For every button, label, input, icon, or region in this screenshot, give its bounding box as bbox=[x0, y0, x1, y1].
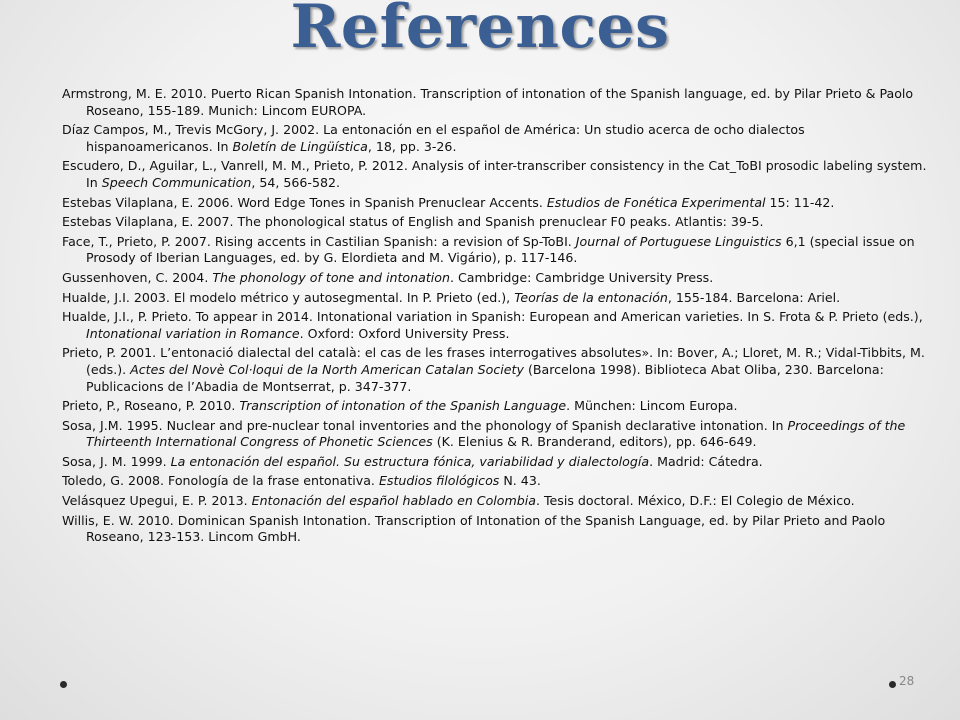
reference-text: Toledo, G. 2008. Fonología de la frase entonativa. bbox=[62, 473, 379, 489]
reference-source-title: Estudios de Fonética Experimental bbox=[546, 194, 766, 210]
reference-text: Velásquez Upegui, E. P. 2013. bbox=[62, 493, 252, 509]
reference-text-tail: . Madrid: Cátedra. bbox=[649, 453, 763, 469]
reference-source-title: Actes del Novè Col·loqui de la North American Catalan Society bbox=[130, 361, 524, 377]
reference-text: Face, T., Prieto, P. 2007. Rising accents in Castilian Spanish: a revision of Sp-ToBI. bbox=[62, 233, 576, 249]
reference-item bbox=[62, 86, 932, 119]
reference-text-tail: . Tesis doctoral. México, D.F.: El Colegio de México. bbox=[535, 493, 855, 509]
reference-item bbox=[62, 158, 932, 191]
reference-source-title: Intonational variation in Romance bbox=[86, 325, 300, 341]
reference-text-tail: . Oxford: Oxford University Press. bbox=[299, 325, 510, 341]
reference-text-tail: 6,1 (special issue on Prosody of Iberian Languages, ed. by G. Elordieta and M. Vigário), p. 117-146. bbox=[86, 233, 915, 266]
reference-text-tail: , 155-184. Barcelona: Ariel. bbox=[667, 289, 841, 305]
reference-text: Sosa, J.M. 1995. Nuclear and pre-nuclear tonal inventories and the phonology of Spanish declarative intonation. In bbox=[62, 417, 788, 433]
reference-list bbox=[62, 86, 932, 549]
reference-item bbox=[62, 398, 932, 415]
reference-source-title: Proceedings of the Thirteenth International Congress of Phonetic Sciences bbox=[86, 417, 906, 450]
reference-text-tail: 15: 11-42. bbox=[765, 194, 835, 210]
reference-item bbox=[62, 454, 932, 471]
reference-item bbox=[62, 345, 932, 395]
footer-dot-right bbox=[889, 681, 896, 688]
reference-source-title: Entonación del español hablado en Colombia bbox=[251, 493, 536, 509]
reference-text: Sosa, J. M. 1999. bbox=[62, 453, 171, 469]
reference-text: Estebas Vilaplana, E. 2007. The phonological status of English and Spanish prenuclear F0 peaks. Atlantis: 39-5. bbox=[62, 214, 764, 230]
reference-item bbox=[62, 122, 932, 155]
reference-text: Estebas Vilaplana, E. 2006. Word Edge Tones in Spanish Prenuclear Accents. bbox=[62, 194, 547, 210]
reference-item bbox=[62, 290, 932, 307]
reference-source-title: Estudios filológicos bbox=[378, 473, 500, 489]
reference-text: Willis, E. W. 2010. Dominican Spanish Intonation. Transcription of Intonation of the Spanish Language, ed. by Pilar Prieto and Paolo Roseano, 123-153. Lincom GmbH. bbox=[62, 512, 886, 545]
reference-text-tail: , 54, 566-582. bbox=[251, 174, 341, 190]
reference-text: Escudero, D., Aguilar, L., Vanrell, M. M., Prieto, P. 2012. Analysis of inter-transcriber consistency in the Cat_ToBI prosodic labeling system. In bbox=[62, 158, 927, 190]
reference-source-title: The phonology of tone and intonation bbox=[212, 269, 450, 285]
reference-source-title: Teorías de la entonación bbox=[514, 289, 668, 305]
reference-source-title: La entonación del español. Su estructura fónica, variabilidad y dialectología bbox=[170, 453, 650, 469]
reference-text: Hualde, J.I., P. Prieto. To appear in 2014. Intonational variation in Spanish: European and American varieties. In S. Frota & P. Prieto (eds.), bbox=[62, 309, 923, 325]
reference-item bbox=[62, 493, 932, 510]
reference-text-tail: . Cambridge: Cambridge University Press. bbox=[449, 269, 714, 285]
reference-text: Prieto, P., Roseano, P. 2010. bbox=[62, 398, 240, 414]
slide-title: References bbox=[290, 0, 670, 62]
reference-text: Díaz Campos, M., Trevis McGory, J. 2002. La entonación en el español de América: Un studio acerca de ocho dialectos hispanoamericanos. In bbox=[62, 122, 805, 154]
reference-text: Prieto, P. 2001. L’entonació dialectal del català: el cas de les frases interrogatives absolutes». In: Bover, A.; Lloret, M. R.; Vidal-Tibbits, M. (eds.). bbox=[62, 345, 925, 377]
reference-text: Armstrong, M. E. 2010. Puerto Rican Spanish Intonation. Transcription of intonation of the Spanish language, ed. by Pilar Prieto & Paolo Roseano, 155-189. Munich: Lincom EUROPA. bbox=[62, 86, 914, 118]
reference-text-tail: (K. Elenius & R. Branderand, editors), pp. 646-649. bbox=[432, 434, 757, 450]
slide-number: 28 bbox=[899, 674, 915, 688]
reference-item bbox=[62, 309, 932, 342]
reference-text-tail: N. 43. bbox=[499, 473, 541, 489]
reference-text-tail: . München: Lincom Europa. bbox=[566, 398, 738, 414]
reference-source-title: Journal of Portuguese Linguistics bbox=[575, 233, 782, 249]
reference-item bbox=[62, 270, 932, 287]
reference-source-title: Speech Communication bbox=[101, 174, 252, 190]
footer-dot-left bbox=[60, 681, 67, 688]
reference-item bbox=[62, 473, 932, 490]
reference-source-title: Transcription of intonation of the Spanish Language bbox=[239, 398, 567, 414]
reference-item bbox=[62, 418, 932, 451]
reference-text-tail: (Barcelona 1998). Biblioteca Abat Oliba, 230. Barcelona: Publicacions de l’Abadia de Montserrat, p. 347-377. bbox=[86, 361, 884, 394]
reference-item bbox=[62, 234, 932, 267]
reference-item bbox=[62, 214, 932, 231]
reference-item bbox=[62, 513, 932, 546]
reference-item bbox=[62, 195, 932, 212]
reference-text-tail: , 18, pp. 3-26. bbox=[367, 138, 457, 154]
reference-text: Hualde, J.I. 2003. El modelo métrico y autosegmental. In P. Prieto (ed.), bbox=[62, 289, 515, 305]
reference-source-title: Boletín de Lingüística bbox=[232, 138, 368, 154]
reference-text: Gussenhoven, C. 2004. bbox=[62, 269, 213, 285]
